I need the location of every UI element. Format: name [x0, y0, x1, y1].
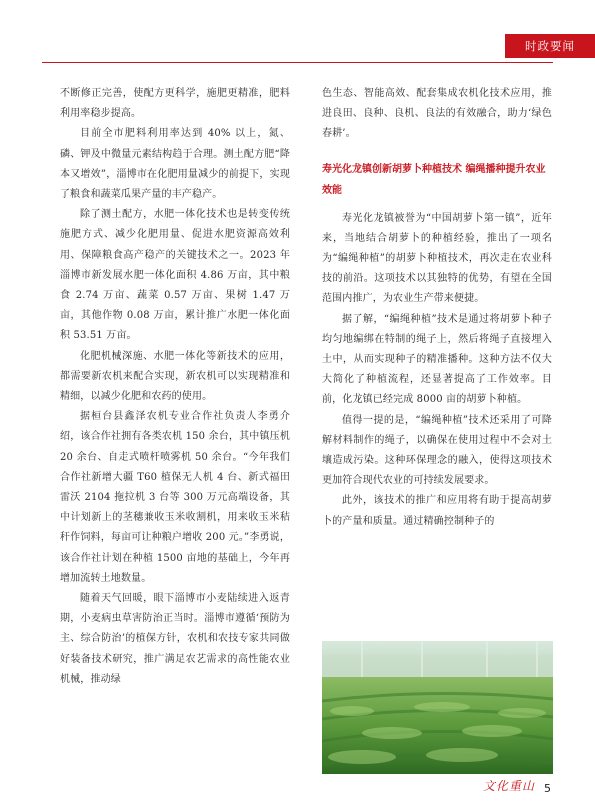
paragraph: 值得一提的是，“编绳种植”技术还采用了可降解材料制作的绳子，以确保在使用过程中不会对土壤造成污染。这种环保理念的融入，使得这项技术更加符合现代农业的可持续发展要求。 [322, 414, 552, 487]
paragraph: 化肥机械深施、水肥一体化等新技术的应用，都需要新农机来配合实现，新农机可以实现精准和精细，以减少化肥和农药的使用。 [60, 350, 290, 403]
section-tab: 时政要闻 [505, 34, 595, 58]
paragraph: 随着天气回暖，眼下淄博市小麦陆续进入返青期，小麦病虫草害防治正当时。淄博市遵循‘预防为主、综合防治’的植保方针，农机和农技专家共同做好装备技术研究，推广满足农艺需求的高性能农业机械，推动绿 [60, 593, 290, 685]
header-rule [42, 62, 553, 63]
paragraph: 色生态、智能高效、配套集成农机化技术应用，推进良田、良种、良机、良法的有效融合，助力‘绿色春耕’。 [322, 88, 552, 140]
paragraph: 目前全市肥料利用率达到 40% 以上，氮、磷、钾及中微量元素结构趋于合理。测土配方肥“降本又增效”，淄博市在化肥用量减少的前提下，实现了粮食和蔬菜瓜果产量的丰产稳产。 [60, 128, 290, 201]
carrot-field-photo [322, 641, 553, 774]
paragraph: 此外，该技术的推广和应用将有助于提高胡萝卜的产量和质量。通过精确控制种子的 [322, 495, 552, 527]
paragraph: 据桓台县鑫泽农机专业合作社负责人李勇介绍，该合作社拥有各类农机 150 余台，其中镇压机 20 余台、自走式喷杆喷雾机 50 余台。“今年我们合作社新增大疆 T60 植保无人机 4 台、新式福田雷沃 2104 拖拉机 3 台等 300 万元高端设备，其中计划新上的茎穗兼收玉米收割机，用来收玉米秸秆作饲料，每亩可让种粮户增收 200 元。”李勇说，该合作社计划在种植 1500 亩地的基础上，今年再增加流转土地数量。 [60, 411, 290, 584]
paragraph: 寿光化龙镇被誉为“中国胡萝卜第一镇”，近年来，当地结合胡萝卜的种植经验，推出了一项名为“编绳种植”的胡萝卜种植技术，再次走在农业科技的前沿。这项技术以其独特的优势，有望在全国范围内推广，为农业生产带来便捷。 [322, 212, 552, 305]
paragraph: 除了测土配方，水肥一体化技术也是转变传统施肥方式、减少化肥用量、促进水肥资源高效利用、保障粮食高产稳产的关键技术之一。2023 年淄博市新发展水肥一体化面积 4.86 万亩，其中粮食 2.74 万亩、蔬菜 0.57 万亩、果树 1.47 万亩，其他作物 0.08 万亩，累计推广水肥一体化面积 53.51 万亩。 [60, 209, 290, 342]
article-heading: 寿光化龙镇创新胡萝卜种植技术 编绳播种提升农业效能 [322, 163, 546, 196]
paragraph: 据了解，“编绳种植”技术是通过将胡萝卜种子均匀地编绑在特制的绳子上，然后将绳子直接埋入土中，从而实现种子的精准播种。这种方法不仅大大简化了种植流程，还显著提高了工作效率。目前，化龙镇已经完成 8000 亩的胡萝卜种植。 [322, 313, 552, 406]
left-column [60, 84, 290, 690]
right-column [322, 84, 552, 532]
page-number: 5 [544, 782, 551, 795]
paragraph: 不断修正完善，使配方更科学，施肥更精准，肥料利用率稳步提高。 [60, 88, 290, 120]
magazine-logo: 文化重山 [482, 779, 535, 793]
